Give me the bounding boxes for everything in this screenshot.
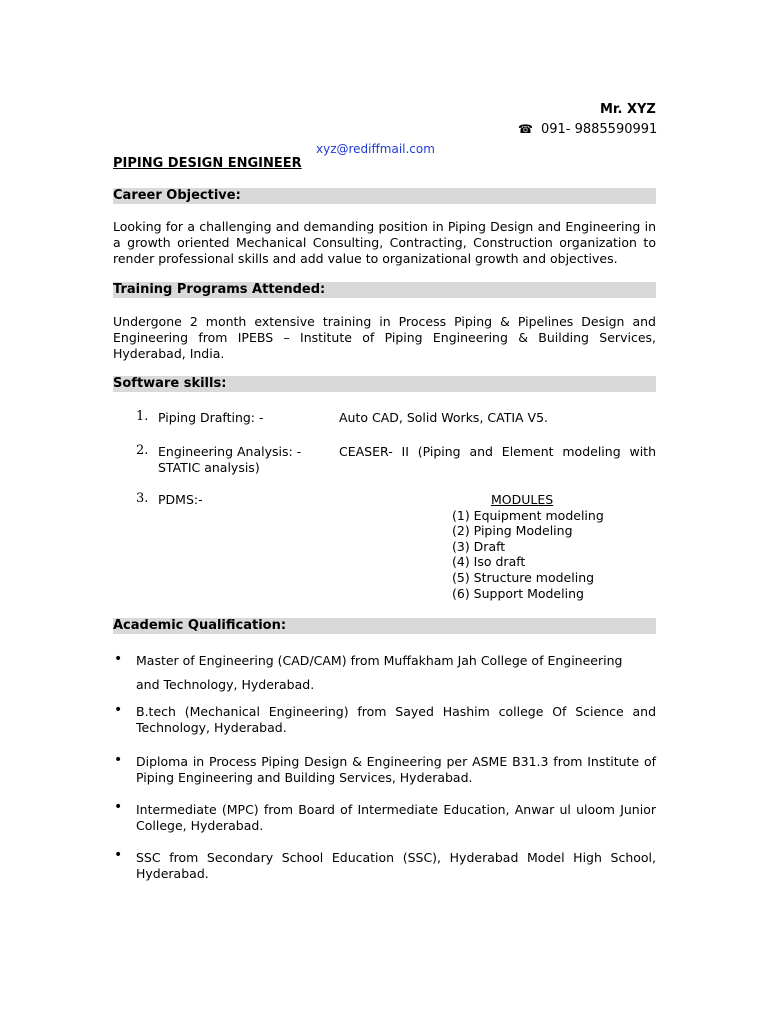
skill-label: Engineering Analysis: - STATIC analysis) (158, 444, 302, 475)
career-objective-heading: Career Objective: (113, 188, 656, 204)
module-item: (4) Iso draft (452, 554, 526, 570)
module-item: (5) Structure modeling (452, 569, 595, 585)
academic-heading: Academic Qualification: (113, 618, 656, 634)
skill-value: Auto CAD, Solid Works, CATIA V5. (339, 410, 549, 425)
module-item: (2) Piping Modeling (452, 523, 573, 539)
telephone-icon: ☎ (518, 122, 533, 136)
skill-number: 1. (136, 409, 149, 424)
modules-heading: MODULES (491, 492, 554, 507)
module-item: (6) Support Modeling (452, 585, 584, 601)
phone-number: 091- 9885590991 (540, 122, 658, 137)
email-link[interactable]: xyz@rediffmail.com (316, 142, 435, 156)
skill-value: CEASER- II (Piping and Element modeling with (339, 444, 656, 459)
academic-item: Master of Engineering (CAD/CAM) from Muffakham Jah College of Engineering (136, 653, 623, 668)
software-skills-heading: Software skills: (113, 376, 656, 392)
module-item: (1) Equipment modeling (452, 507, 604, 523)
job-title: PIPING DESIGN ENGINEER (113, 156, 302, 171)
academic-item: Intermediate (MPC) from Board of Intermediate Education, Anwar ul uloom Junior College, Hyderabad. (136, 802, 656, 833)
academic-item: B.tech (Mechanical Engineering) from Sayed Hashim college Of Science and Technology, Hyderabad. (136, 704, 656, 735)
bullet-icon: • (114, 799, 123, 815)
pdms-modules (452, 492, 604, 601)
phone-line (518, 122, 657, 137)
candidate-name: Mr. XYZ (600, 102, 656, 117)
career-objective-text: Looking for a challenging and demanding position in Piping Design and Engineering in a growth oriented Mechanical Consulting, Contracting, Construction organization to render professional skills and add value to organizational growth and objectives. (113, 219, 656, 266)
academic-item: SSC from Secondary School Education (SSC), Hyderabad Model High School, Hyderabad. (136, 850, 656, 881)
academic-item-continuation: and Technology, Hyderabad. (136, 677, 315, 692)
bullet-icon: • (114, 702, 123, 718)
bullet-icon: • (114, 847, 123, 863)
bullet-icon: • (114, 651, 123, 667)
training-text: Undergone 2 month extensive training in Process Piping & Pipelines Design and Engineering from IPEBS – Institute of Piping Engineering & Building Services, Hyderabad, India. (113, 314, 656, 361)
training-heading: Training Programs Attended: (113, 282, 656, 298)
skill-label: PDMS:- (158, 492, 203, 507)
bullet-icon: • (114, 752, 123, 768)
module-item: (3) Draft (452, 538, 506, 554)
skill-number: 3. (136, 491, 149, 506)
academic-item: Diploma in Process Piping Design & Engineering per ASME B31.3 from Institute of Piping Engineering and Building Services, Hyderabad. (136, 754, 656, 785)
skill-label: Piping Drafting: - (158, 410, 264, 425)
skill-number: 2. (136, 443, 149, 458)
